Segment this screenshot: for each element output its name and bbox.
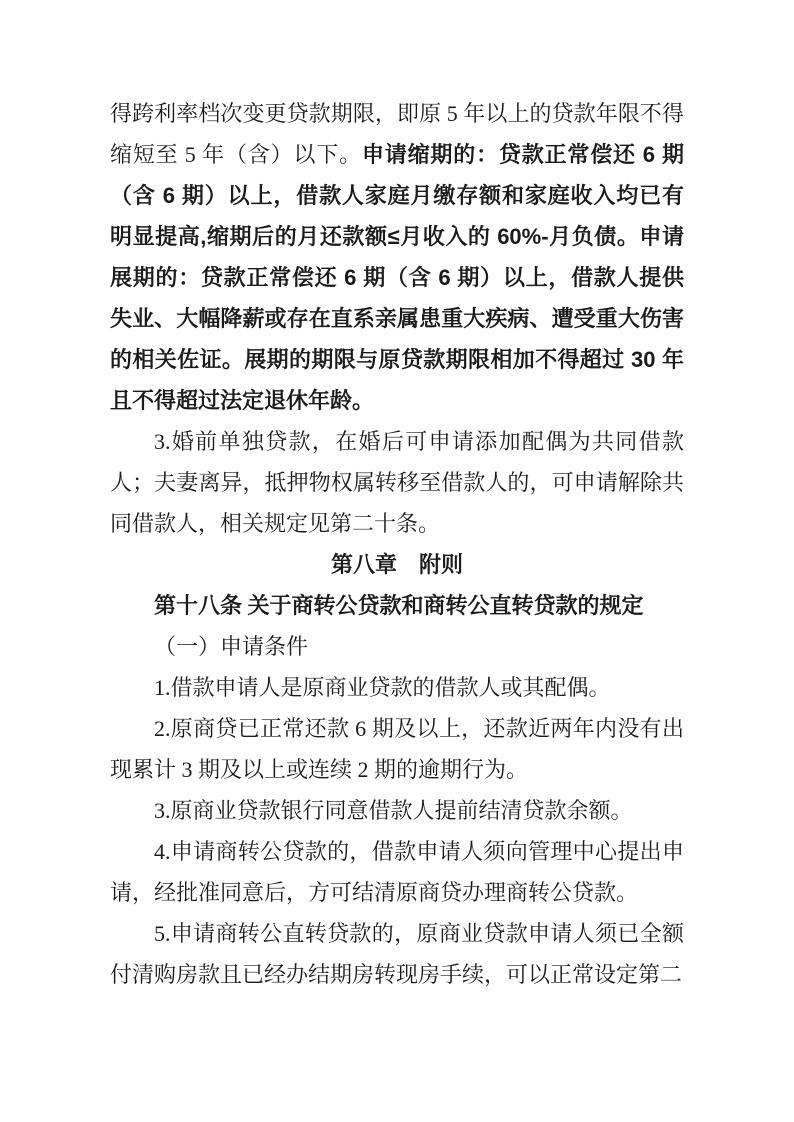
list-item-2: 2.原商贷已正常还款 6 期及以上，还款近两年内没有出现累计 3 期及以上或连续 2 期的逾期行为。 [110,716,684,782]
list-item-5: 5.申请商转公直转贷款的，原商业贷款申请人须已全额付清购房款且已经办结期房转现房手续，可以正常设定第二 [110,921,684,987]
paragraph-loan-term-rules [110,93,684,421]
loan-term-serif-run: 得跨利率档次变更贷款期限，即原 5 年以上的贷款年限不得缩短至 5 年（含）以下。 [110,101,684,167]
article-heading: 第十八条 关于商转公贷款和商转公直转贷款的规定 [154,593,644,618]
page-content [110,93,684,995]
section-heading-application-conditions: （一）申请条件 [154,634,309,659]
loan-term-bold-run: 申请缩期的：贷款正常偿还 6 期（含 6 期）以上，借款人家庭月缴存额和家庭收入均已有明显提高,缩期后的月还款额≤月收入的 60%-月负债。申请展期的：贷款正常偿还 6 期（含 6 期）以上，借款人提供失业、大幅降薪或存在直系亲属患重大疾病、遭受重大伤害的相关佐证。展期的期限与原贷款期限相加不得超过 30 年且不得超过法定退休年龄。 [110,142,684,413]
chapter-heading: 第八章 附则 [330,552,463,577]
list-item-3: 3.原商业贷款银行同意借款人提前结清贷款余额。 [154,798,633,823]
paragraph-marriage-rule: 3.婚前单独贷款，在婚后可申请添加配偶为共同借款人；夫妻离异，抵押物权属转移至借款人的，可申请解除共同借款人，相关规定见第二十条。 [110,429,684,536]
list-item-1: 1.借款申请人是原商业贷款的借款人或其配偶。 [154,675,611,700]
list-item-4: 4.申请商转公贷款的，借款申请人须向管理中心提出申请，经批准同意后，方可结清原商贷办理商转公贷款。 [110,839,684,905]
